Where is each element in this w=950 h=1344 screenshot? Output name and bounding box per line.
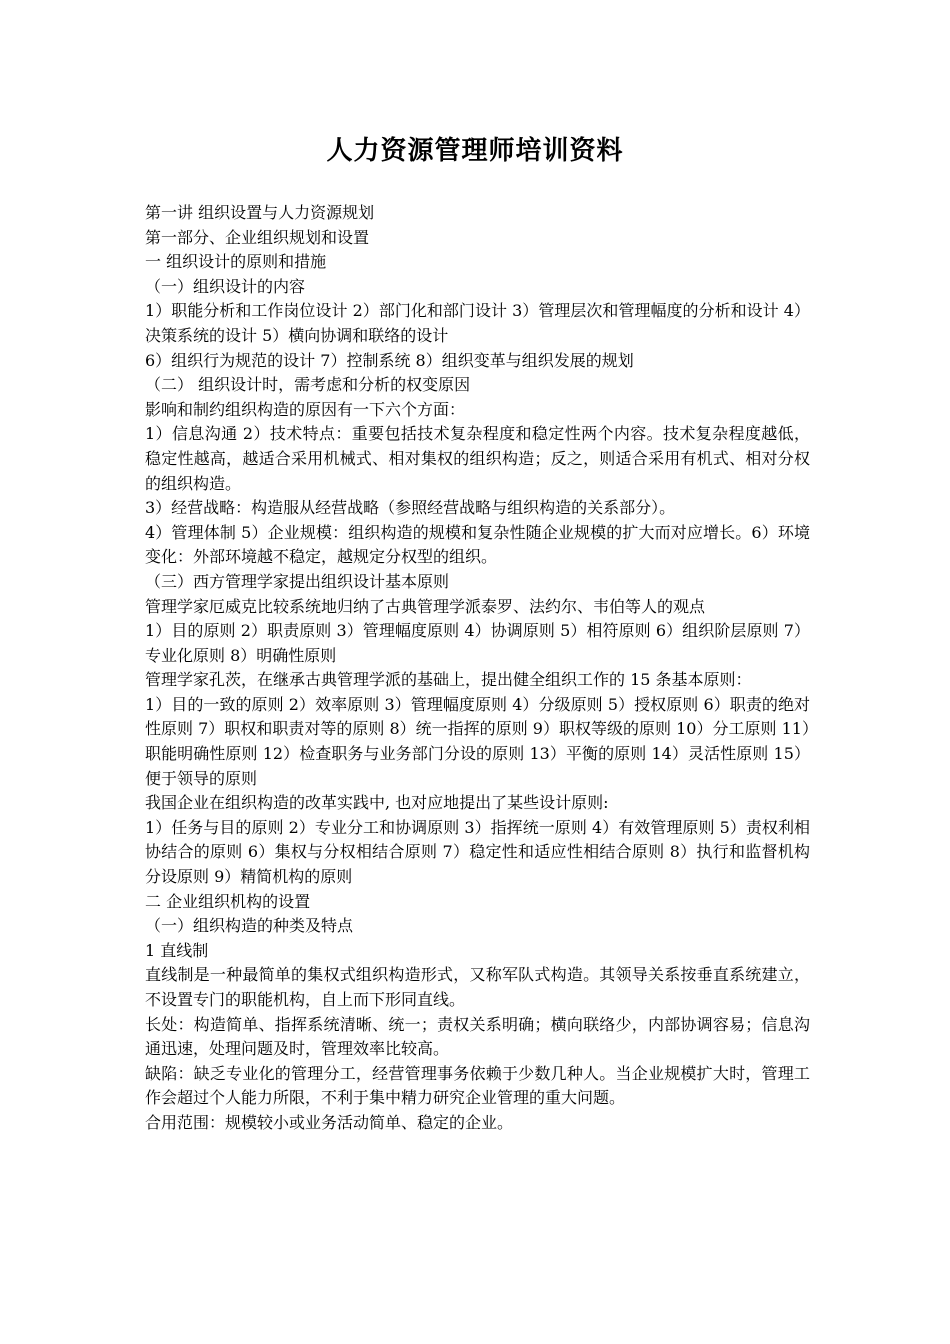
paragraph: 1 直线制 (145, 940, 209, 960)
paragraph: 1）任务与目的原则 2）专业分工和协调原则 3）指挥统一原则 4）有效管理原则 5）责权利相协结合的原则 6）集权与分权相结合原则 7）稳定性和适应性相结合原则 8）执行和监督机构分设原则 9）精简机构的原则 (145, 817, 810, 887)
document-title: 人力资源管理师培训资料 (326, 136, 624, 166)
paragraph: 1）职能分析和工作岗位设计 2）部门化和部门设计 3）管理层次和管理幅度的分析和设计 4）决策系统的设计 5）横向协调和联络的设计 (145, 301, 810, 345)
paragraph: 第一讲 组织设置与人力资源规划 (145, 203, 375, 222)
paragraph: 长处：构造简单、指挥系统清晰、统一；责权关系明确；横向联络少，内部协调容易；信息沟通迅速，处理问题及时，管理效率比较高。 (145, 1014, 810, 1059)
paragraph: 一 组织设计的原则和措施 (145, 252, 327, 272)
paragraph: 1）目的原则 2）职责原则 3）管理幅度原则 4）协调原则 5）相符原则 6）组织阶层原则 7）专业化原则 8）明确性原则 (145, 621, 810, 665)
paragraph: 管理学家厄威克比较系统地归纳了古典管理学派泰罗、法约尔、韦伯等人的观点 (145, 596, 706, 616)
paragraph: （一）组织设计的内容 (145, 276, 306, 296)
paragraph: 1）信息沟通 2）技术特点：重要包括技术复杂程度和稳定性两个内容。技术复杂程度越低，稳定性越高，越适合采用机械式、相对集权的组织构造；反之，则适合采用有机式、相对分权的组织构造。 (145, 424, 810, 493)
paragraph: （一）组织构造的种类及特点 (145, 916, 354, 936)
paragraph: （二） 组织设计时，需考虑和分析的权变原因 (145, 375, 471, 395)
paragraph: 合用范围：规模较小或业务活动简单、稳定的企业。 (145, 1112, 514, 1132)
paragraph: 二 企业组织机构的设置 (145, 891, 311, 911)
paragraph: 6）组织行为规范的设计 7）控制系统 8）组织变革与组织发展的规划 (145, 350, 634, 370)
document-body (145, 201, 810, 1136)
paragraph: 1）目的一致的原则 2）效率原则 3）管理幅度原则 4）分级原则 5）授权原则 6）职责的绝对性原则 7）职权和职责对等的原则 8）统一指挥的原则 9）职权等级的原则 10）分工原则 11）职能明确性原则 12）检查职务与业务部门分设的原则 13）平衡的原则 14）灵活性原则 15）便于领导的原则 (145, 694, 810, 788)
paragraph: （三）西方管理学家提出组织设计基本原则 (145, 571, 450, 591)
paragraph: 第一部分、企业组织规划和设置 (145, 227, 370, 247)
paragraph: 管理学家孔茨，在继承古典管理学派的基础上，提出健全组织工作的 15 条基本原则： (145, 670, 752, 690)
paragraph: 直线制是一种最简单的集权式组织构造形式，又称军队式构造。其领导关系按垂直系统建立，不设置专门的职能机构，自上而下形同直线。 (145, 965, 810, 1009)
paragraph: 影响和制约组织构造的原因有一下六个方面： (145, 399, 466, 419)
paragraph: 4）管理体制 5）企业规模：组织构造的规模和复杂性随企业规模的扩大而对应增长。6）环境变化：外部环境越不稳定，越规定分权型的组织。 (145, 522, 810, 567)
paragraph: 3）经营战略：构造服从经营战略（参照经营战略与组织构造的关系部分）。 (145, 498, 676, 518)
paragraph: 缺陷：缺乏专业化的管理分工，经营管理事务依赖于少数几种人。当企业规模扩大时，管理工作会超过个人能力所限，不利于集中精力研究企业管理的重大问题。 (145, 1063, 810, 1108)
paragraph: 我国企业在组织构造的改革实践中, 也对应地提出了某些设计原则: (145, 793, 609, 813)
